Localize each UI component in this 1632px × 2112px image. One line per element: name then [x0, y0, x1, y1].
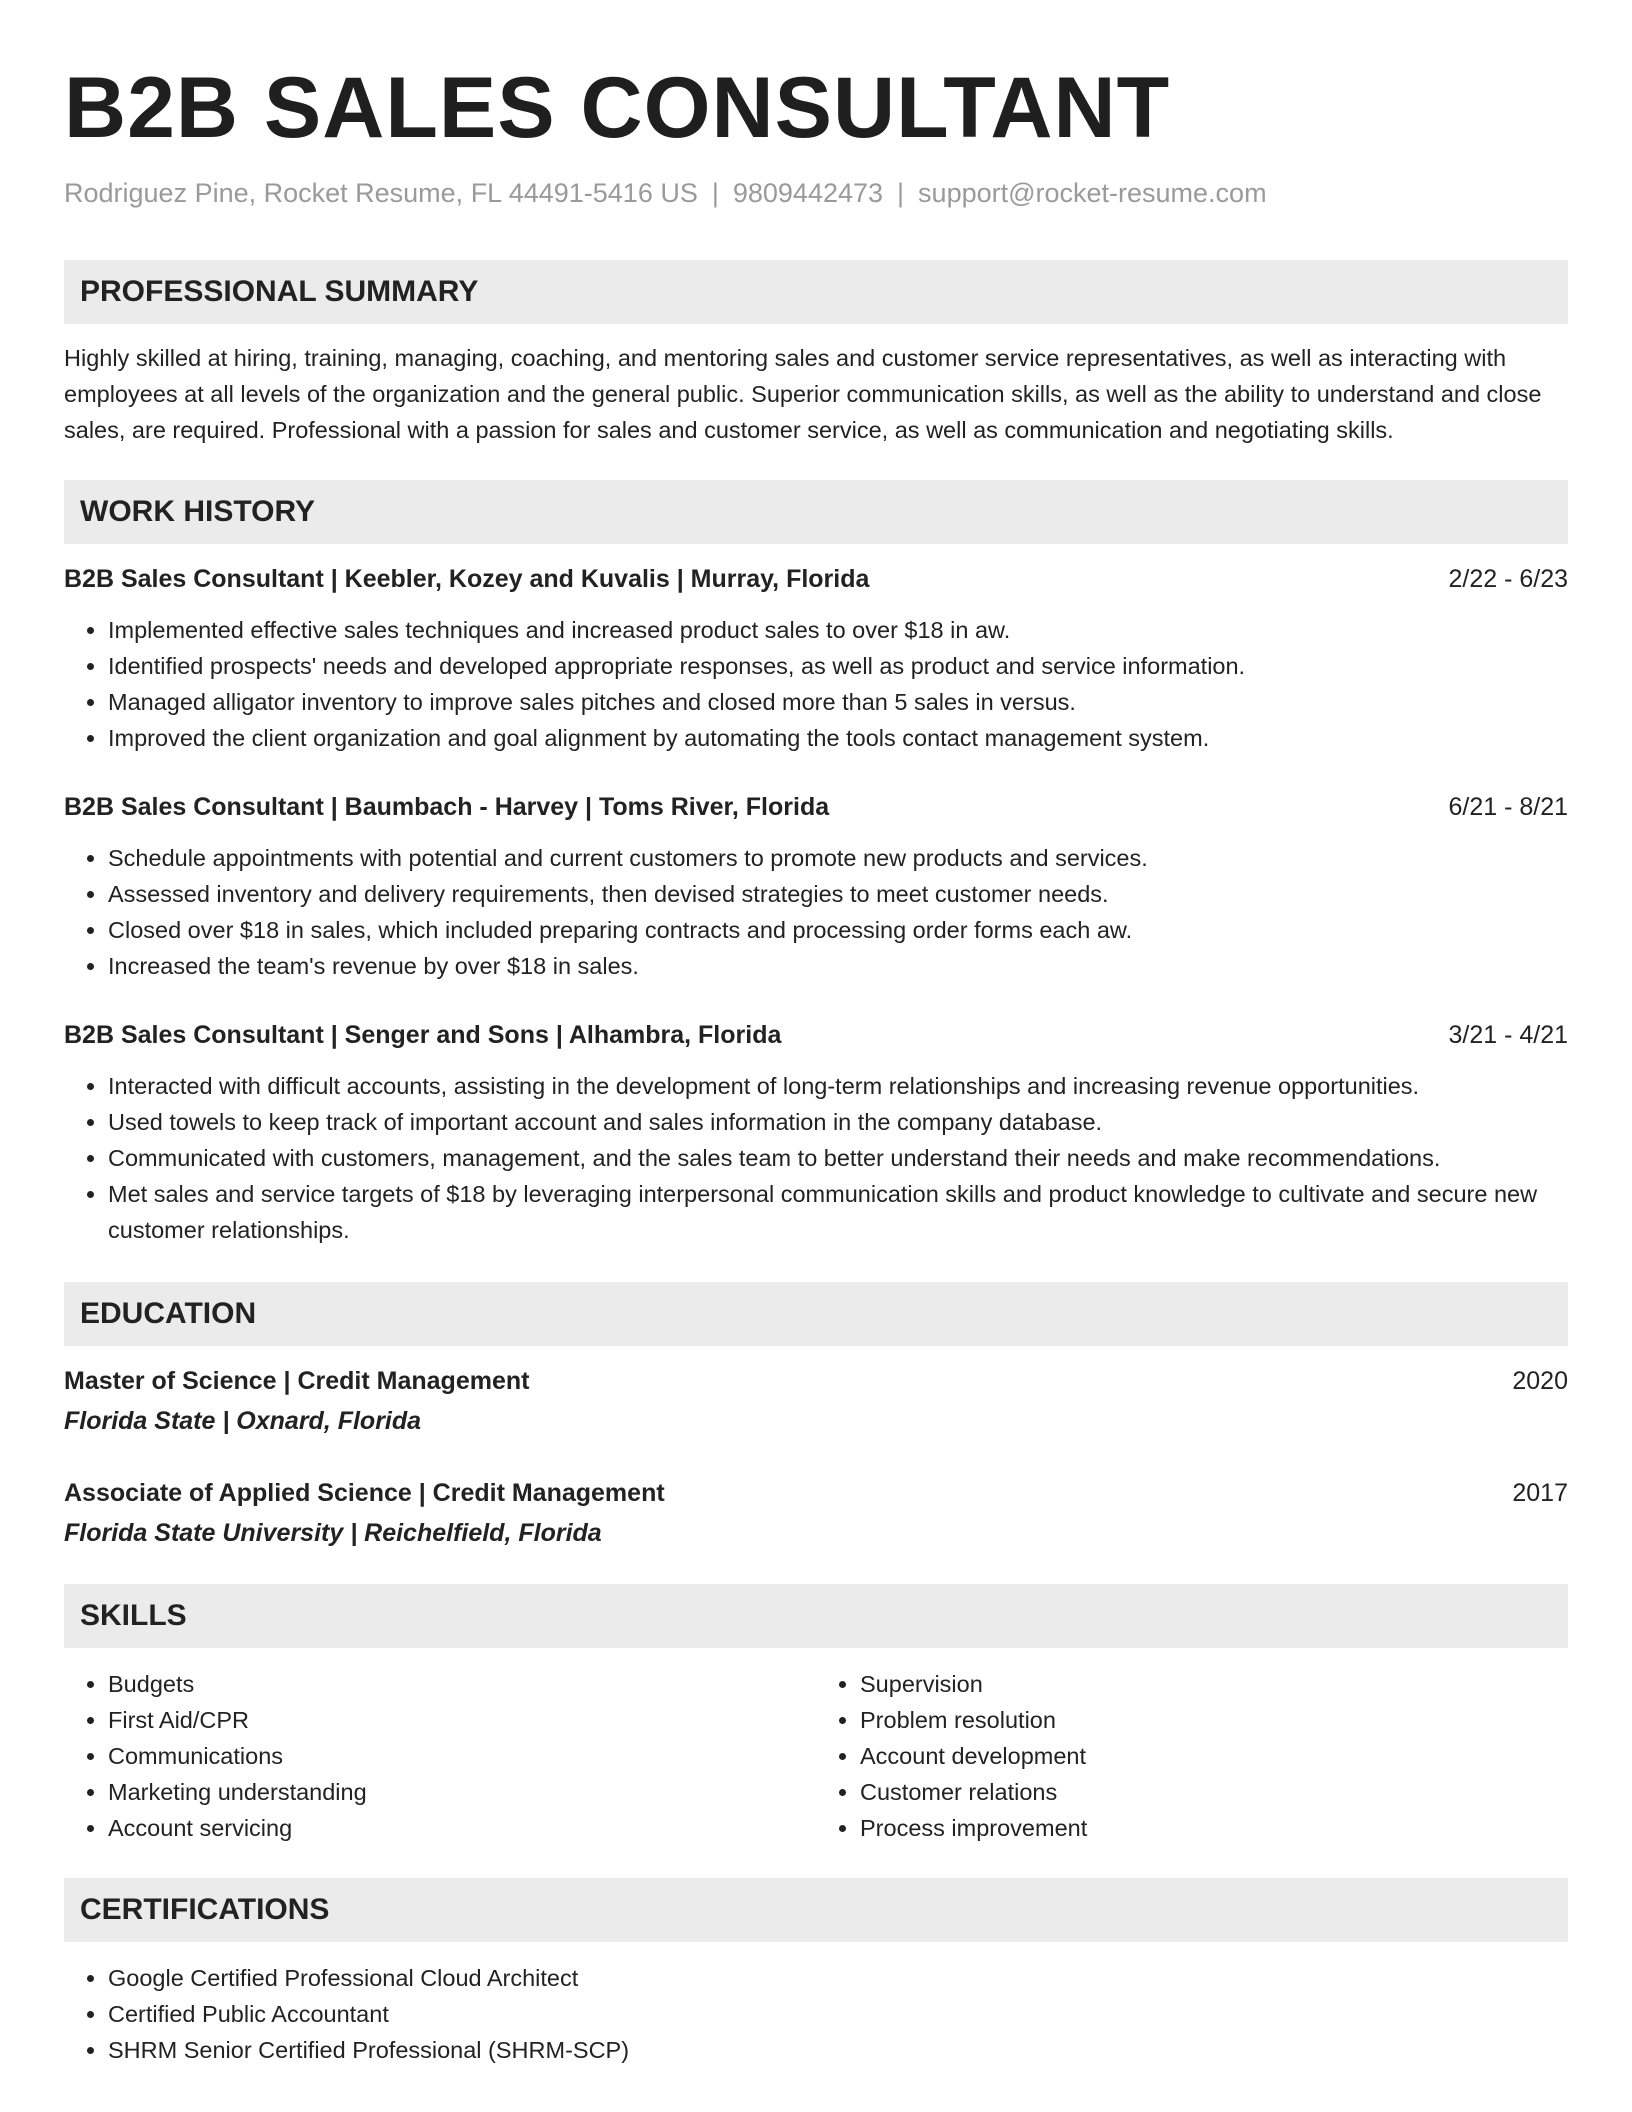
certifications-list: [64, 1960, 1568, 2068]
section-heading-skills: SKILLS: [64, 1584, 1568, 1648]
skill-item: • Account development: [860, 1738, 1568, 1774]
job-bullets: [64, 612, 1568, 756]
skill-item: • Customer relations: [860, 1774, 1568, 1810]
job-bullet: • Schedule appointments with potential and current customers to promote new products and services.: [108, 840, 1568, 876]
job-bullet: • Met sales and service targets of $18 by leveraging interpersonal communication skills and product knowledge to cultivate and secure new customer relationships.: [108, 1176, 1568, 1248]
skill-item: • Marketing understanding: [108, 1774, 816, 1810]
certification-item: • SHRM Senior Certified Professional (SHRM-SCP): [108, 2032, 1568, 2068]
job-bullet: • Used towels to keep track of important account and sales information in the company database.: [108, 1104, 1568, 1140]
job-header: [64, 790, 1568, 824]
candidate-title: B2B SALES CONSULTANT: [64, 60, 1171, 156]
school: Florida State | Oxnard, Florida: [64, 1407, 422, 1435]
job-bullet: • Implemented effective sales techniques and increased product sales to over $18 in aw.: [108, 612, 1568, 648]
job-dates: 3/21 - 4/21: [1448, 1021, 1568, 1049]
job-entry: [64, 790, 1568, 984]
skill-item: • Problem resolution: [860, 1702, 1568, 1738]
section-heading-certifications: CERTIFICATIONS: [64, 1878, 1568, 1942]
job-dates: 6/21 - 8/21: [1448, 793, 1568, 821]
contact-separator: |: [897, 178, 905, 208]
job-title: B2B Sales Consultant | Senger and Sons | Alhambra, Florida: [64, 1021, 782, 1049]
section-heading-summary: PROFESSIONAL SUMMARY: [64, 260, 1568, 324]
job-entry: [64, 562, 1568, 756]
skill-item: • First Aid/CPR: [108, 1702, 816, 1738]
contact-address: Rodriguez Pine, Rocket Resume, FL 44491-5416 US: [64, 178, 698, 208]
education-header: [64, 1364, 1568, 1398]
contact-line: [64, 176, 1568, 210]
job-bullets: [64, 1068, 1568, 1248]
skill-item: • Supervision: [860, 1666, 1568, 1702]
job-bullet: • Increased the team's revenue by over $18 in sales.: [108, 948, 1568, 984]
graduation-year: 2017: [1512, 1479, 1568, 1507]
job-bullet: • Closed over $18 in sales, which included preparing contracts and processing order forms each aw.: [108, 912, 1568, 948]
job-header: [64, 1018, 1568, 1052]
job-title: B2B Sales Consultant | Baumbach - Harvey | Toms River, Florida: [64, 793, 830, 821]
certification-item: • Google Certified Professional Cloud Architect: [108, 1960, 1568, 1996]
education-entry: [64, 1364, 1568, 1438]
school: Florida State University | Reichelfield, Florida: [64, 1519, 602, 1547]
education-entry: [64, 1476, 1568, 1550]
degree: Master of Science | Credit Management: [64, 1367, 530, 1395]
section-heading-work: WORK HISTORY: [64, 480, 1568, 544]
job-bullet: • Improved the client organization and goal alignment by automating the tools contact management system.: [108, 720, 1568, 756]
contact-phone: 9809442473: [732, 178, 884, 208]
contact-separator: |: [711, 178, 719, 208]
summary-text: Highly skilled at hiring, training, managing, coaching, and mentoring sales and customer service representatives, as well as interacting with employees at all levels of the organization and the general public. Superior communication skills, as well as the ability to understand and close sales, are required. Professional with a passion for sales and customer service, as well as communication and negotiating skills.: [64, 345, 1542, 443]
skills-list-right: [816, 1666, 1568, 1846]
contact-email: support@rocket-resume.com: [918, 178, 1267, 208]
skills-columns: [64, 1666, 1568, 1846]
job-bullet: • Identified prospects' needs and developed appropriate responses, as well as product and service information.: [108, 648, 1568, 684]
degree: Associate of Applied Science | Credit Management: [64, 1479, 665, 1507]
job-bullet: • Assessed inventory and delivery requirements, then devised strategies to meet customer needs.: [108, 876, 1568, 912]
job-bullet: • Communicated with customers, management, and the sales team to better understand their needs and make recommendations.: [108, 1140, 1568, 1176]
graduation-year: 2020: [1512, 1367, 1568, 1395]
job-entry: [64, 1018, 1568, 1248]
education-header: [64, 1476, 1568, 1510]
certification-item: • Certified Public Accountant: [108, 1996, 1568, 2032]
job-bullet: • Managed alligator inventory to improve sales pitches and closed more than 5 sales in versus.: [108, 684, 1568, 720]
job-bullets: [64, 840, 1568, 984]
skill-item: • Communications: [108, 1738, 816, 1774]
job-dates: 2/22 - 6/23: [1448, 565, 1568, 593]
section-heading-education: EDUCATION: [64, 1282, 1568, 1346]
job-header: [64, 562, 1568, 596]
job-bullet: • Interacted with difficult accounts, assisting in the development of long-term relationships and increasing revenue opportunities.: [108, 1068, 1568, 1104]
skills-list-left: [64, 1666, 816, 1846]
work-history-list: [64, 562, 1568, 1248]
skill-item: • Account servicing: [108, 1810, 816, 1846]
job-title: B2B Sales Consultant | Keebler, Kozey and Kuvalis | Murray, Florida: [64, 565, 870, 593]
skill-item: • Process improvement: [860, 1810, 1568, 1846]
education-list: [64, 1364, 1568, 1550]
skill-item: • Budgets: [108, 1666, 816, 1702]
